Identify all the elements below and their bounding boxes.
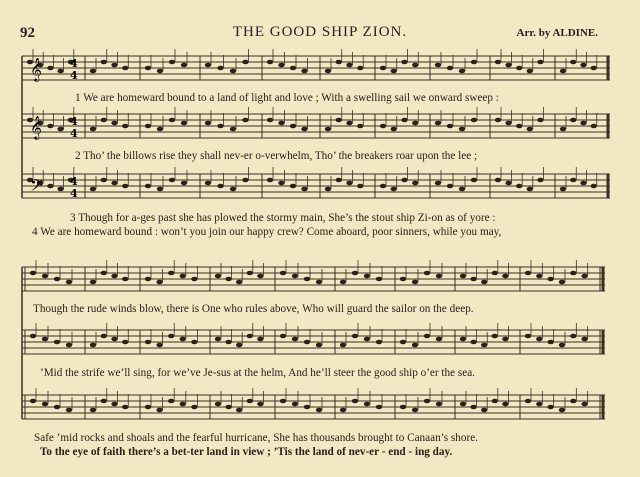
time-signature-numerator: 4 xyxy=(70,175,78,188)
time-signature-denominator: 4 xyxy=(70,127,78,140)
system-2-score xyxy=(0,255,640,455)
staff-5 xyxy=(22,323,605,354)
staff-4 xyxy=(22,260,605,291)
verse-3-line: 3 Though for a-ges past she has plowed the stormy main, She’s the stout ship Zi-on as of yore : xyxy=(70,212,496,224)
staff-3 xyxy=(22,167,610,198)
system-1-score xyxy=(0,40,640,220)
time-signature-numerator: 4 xyxy=(70,57,78,70)
song-title: THE GOOD SHIP ZION. xyxy=(232,24,408,40)
clef-icon: 𝄞 xyxy=(30,57,42,81)
verse-4-line: 4 We are homeward bound : won’t you join our happy crew? Come aboard, poor sinners, while you may, xyxy=(32,226,502,238)
time-signature-denominator: 4 xyxy=(70,69,78,82)
refrain-line-2: ’Mid the strife we’ll sing, for we’ve Je-sus at the helm, And he’ll steer the good ship o’er the sea. xyxy=(40,367,475,379)
time-signature-numerator: 4 xyxy=(70,115,78,128)
clef-icon: 𝄞 xyxy=(30,115,42,139)
refrain-line-3: Safe ’mid rocks and shoals and the fearful hurricane, She has thousands brought to Canaan’s shore. xyxy=(34,432,478,444)
arranger-credit: Arr. by ALDINE. xyxy=(516,27,598,39)
refrain-line-4: To the eye of faith there’s a bet-ter land in view ; ’Tis the land of nev-er - end - ing day. xyxy=(40,446,453,458)
staff-1 xyxy=(22,49,610,80)
verse-1-line: 1 We are homeward bound to a land of light and love ; With a swelling sail we onward sweep : xyxy=(75,92,499,104)
page-number: 92 xyxy=(20,25,35,41)
staff-2 xyxy=(22,107,610,138)
verse-2-line: 2 Tho’ the billows rise they shall nev-er o-verwhelm, Tho’ the breakers roar upon the lee ; xyxy=(75,150,478,162)
staff-6 xyxy=(22,388,605,419)
clef-icon: 𝄢 xyxy=(30,175,43,199)
time-signature-denominator: 4 xyxy=(70,187,78,200)
refrain-line-1: Though the rude winds blow, there is One who rules above, Who will guard the sailor on the deep. xyxy=(33,303,474,315)
